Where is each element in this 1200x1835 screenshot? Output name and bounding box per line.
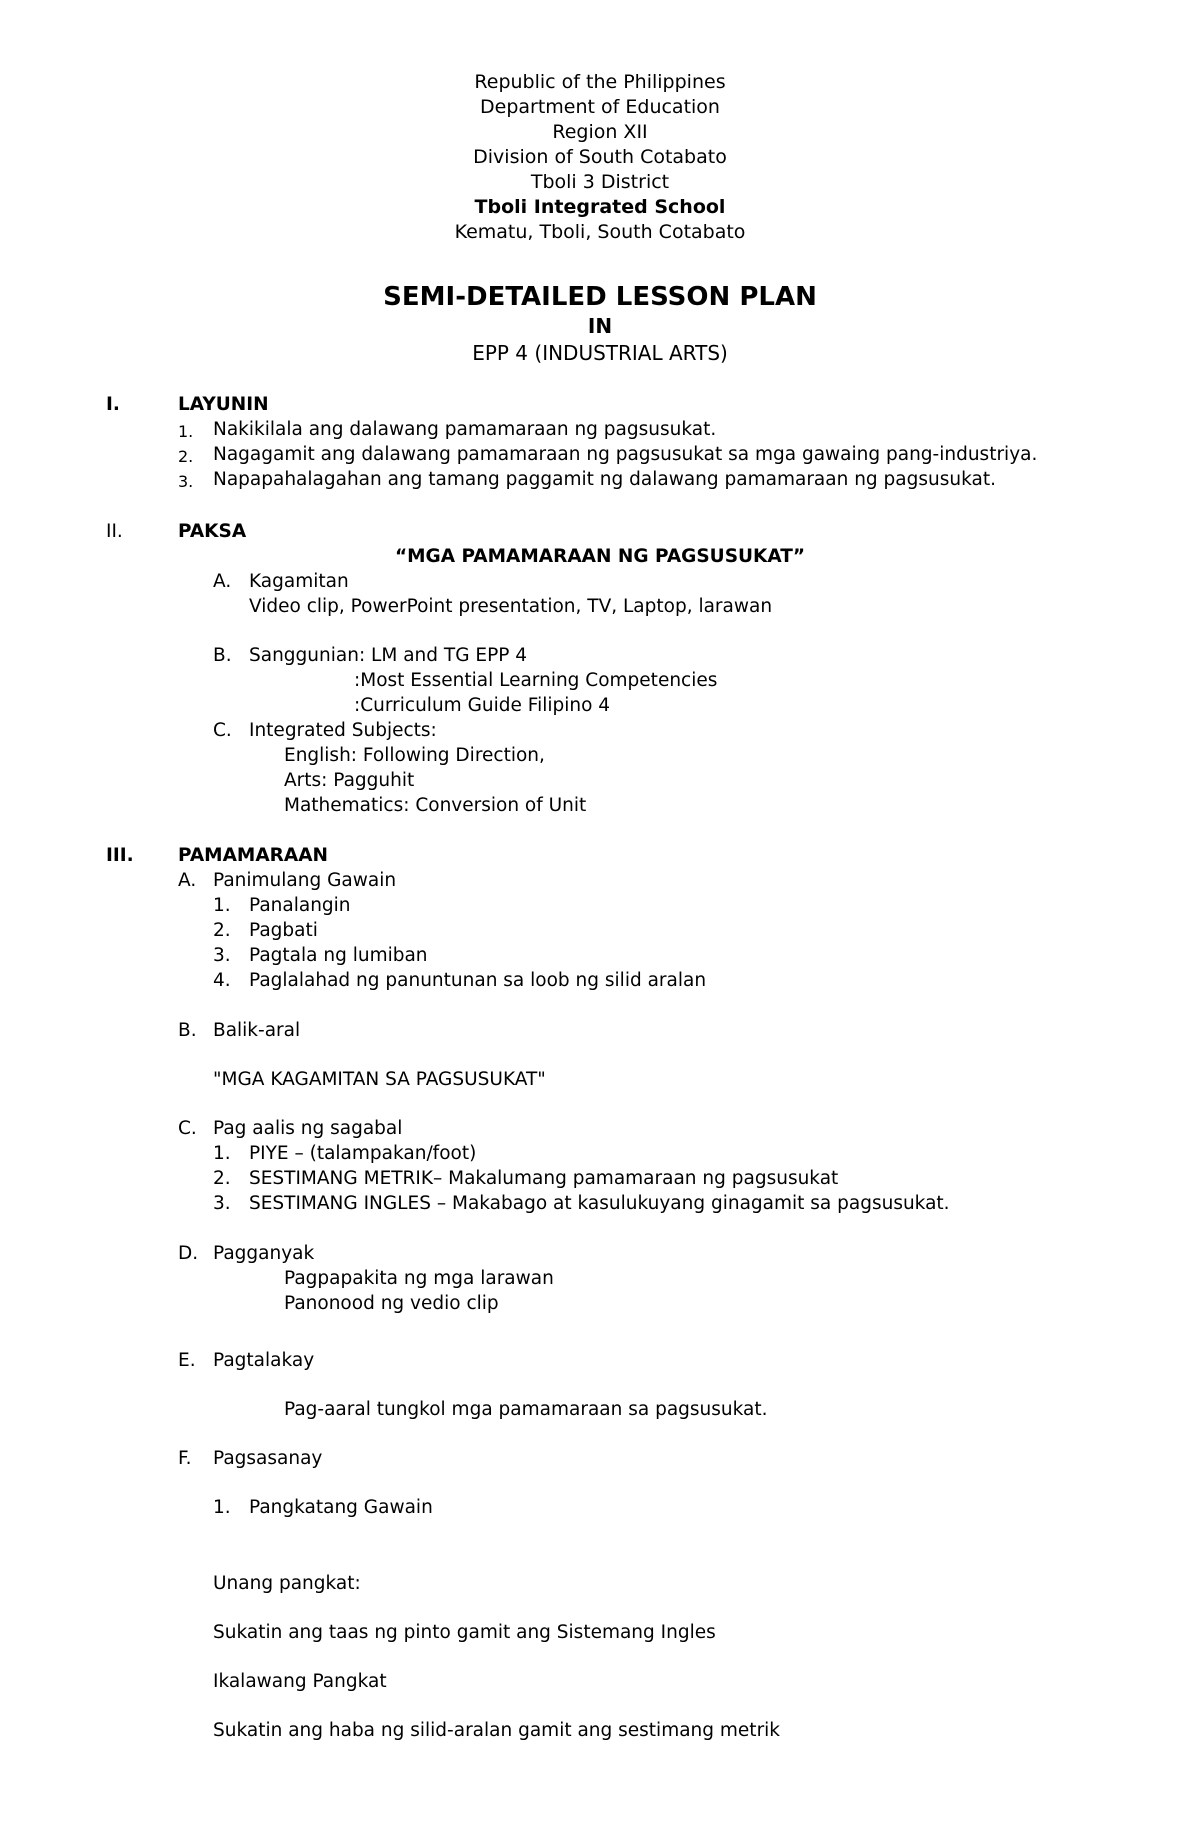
group-1-task: Sukatin ang taas ng pinto gamit ang Sistemang Ingles	[213, 1622, 716, 1643]
pagtalakay-text: Pag-aaral tungkol mga pamamaraan sa pagsusukat.	[284, 1399, 768, 1420]
pamamaraan-f-title: Pagsasanay	[213, 1448, 323, 1469]
paksa-b-title: Sanggunian: LM and TG EPP 4	[249, 645, 528, 666]
list-item: SESTIMANG INGLES – Makabago at kasulukuyang ginagamit sa pagsusukat.	[249, 1193, 950, 1214]
pamamaraan-f-label: F.	[178, 1448, 192, 1469]
paksa-c-title: Integrated Subjects:	[249, 720, 437, 741]
section-1-numeral: I.	[106, 394, 120, 415]
header-department: Department of Education	[480, 96, 720, 118]
list-item-number: 1.	[213, 1497, 231, 1518]
pamamaraan-c-label: C.	[178, 1118, 197, 1139]
section-3-numeral: III.	[106, 845, 134, 866]
paksa-a-label: A.	[213, 571, 232, 592]
pamamaraan-e-label: E.	[178, 1350, 196, 1371]
list-item: Panalangin	[249, 895, 351, 916]
group-2-label: Ikalawang Pangkat	[213, 1671, 387, 1692]
list-item-number: 3.	[213, 945, 231, 966]
section-2-numeral: II.	[106, 521, 123, 542]
integrated-subject: Arts: Pagguhit	[284, 770, 415, 791]
header-division: Division of South Cotabato	[473, 146, 727, 168]
list-item-number: 4.	[213, 970, 231, 991]
topic-title: “MGA PAMAMARAAN NG PAGSUSUKAT”	[394, 546, 806, 567]
list-item: Paglalahad ng panuntunan sa loob ng silid aralan	[249, 970, 707, 991]
objective-number: 3.	[178, 472, 194, 491]
pamamaraan-d-title: Pagganyak	[213, 1243, 315, 1264]
paksa-c-label: C.	[213, 720, 232, 741]
section-1-heading: LAYUNIN	[178, 394, 269, 415]
objective-text: Nagagamit ang dalawang pamamaraan ng pagsusukat sa mga gawaing pang-industriya.	[213, 444, 1038, 465]
paksa-a-title: Kagamitan	[249, 571, 349, 592]
group-2-task: Sukatin ang haba ng silid-aralan gamit ang sestimang metrik	[213, 1720, 781, 1741]
objective-text: Napapahalagahan ang tamang paggamit ng dalawang pamamaraan ng pagsusukat.	[213, 469, 996, 490]
list-item-number: 1.	[213, 895, 231, 916]
pamamaraan-c-title: Pag aalis ng sagabal	[213, 1118, 403, 1139]
objective-number: 2.	[178, 447, 194, 466]
title-in: IN	[587, 314, 613, 338]
pagganyak-item: Panonood ng vedio clip	[284, 1293, 499, 1314]
pamamaraan-e-title: Pagtalakay	[213, 1350, 315, 1371]
list-item: Pagtala ng lumiban	[249, 945, 428, 966]
pamamaraan-b-label: B.	[178, 1020, 197, 1041]
list-item: Pangkatang Gawain	[249, 1497, 433, 1518]
title-subject: EPP 4 (INDUSTRIAL ARTS)	[472, 341, 728, 365]
document-title: SEMI-DETAILED LESSON PLAN	[383, 282, 817, 312]
list-item-number: 3.	[213, 1193, 231, 1214]
integrated-subject: Mathematics: Conversion of Unit	[284, 795, 587, 816]
pagganyak-item: Pagpapakita ng mga larawan	[284, 1268, 554, 1289]
paksa-b-reference: :Curriculum Guide Filipino 4	[354, 695, 611, 716]
group-1-label: Unang pangkat:	[213, 1573, 361, 1594]
list-item-number: 2.	[213, 1168, 231, 1189]
pamamaraan-a-title: Panimulang Gawain	[213, 870, 397, 891]
list-item: Pagbati	[249, 920, 318, 941]
list-item-number: 1.	[213, 1143, 231, 1164]
paksa-b-label: B.	[213, 645, 232, 666]
paksa-b-reference: :Most Essential Learning Competencies	[354, 670, 718, 691]
balik-aral-topic: "MGA KAGAMITAN SA PAGSUSUKAT"	[213, 1069, 546, 1090]
section-2-heading: PAKSA	[178, 521, 247, 542]
list-item: PIYE – (talampakan/foot)	[249, 1143, 477, 1164]
pamamaraan-b-title: Balik-aral	[213, 1020, 301, 1041]
list-item: SESTIMANG METRIK– Makalumang pamamaraan ng pagsusukat	[249, 1168, 839, 1189]
header-school-address: Kematu, Tboli, South Cotabato	[454, 221, 746, 243]
section-3-heading: PAMAMARAAN	[178, 845, 328, 866]
header-school-name: Tboli Integrated School	[474, 196, 726, 218]
list-item-number: 2.	[213, 920, 231, 941]
header-republic: Republic of the Philippines	[474, 71, 726, 93]
objective-text: Nakikilala ang dalawang pamamaraan ng pagsusukat.	[213, 419, 717, 440]
pamamaraan-a-label: A.	[178, 870, 197, 891]
header-region: Region XII	[552, 121, 648, 143]
pamamaraan-d-label: D.	[178, 1243, 199, 1264]
paksa-a-materials: Video clip, PowerPoint presentation, TV, Laptop, larawan	[249, 596, 773, 617]
header-district: Tboli 3 District	[530, 171, 670, 193]
objective-number: 1.	[178, 422, 194, 441]
integrated-subject: English: Following Direction,	[284, 745, 545, 766]
